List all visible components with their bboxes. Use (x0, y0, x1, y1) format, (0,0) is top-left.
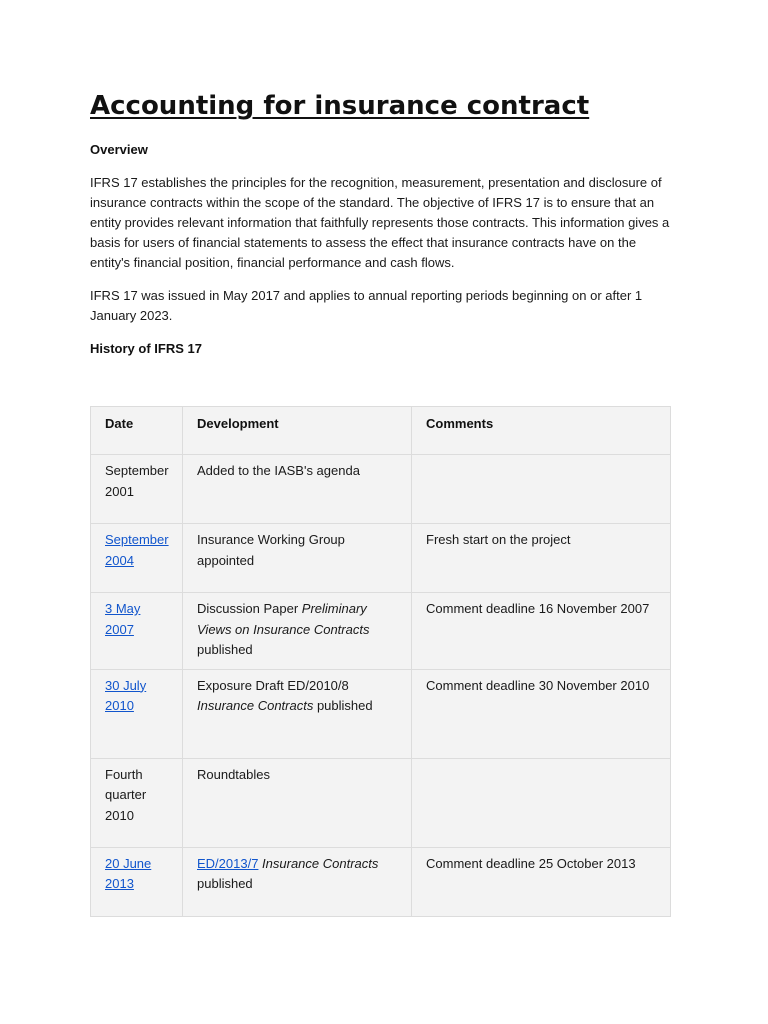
development-text: Discussion Paper (197, 601, 302, 616)
table-row (91, 524, 671, 593)
row-development (183, 593, 412, 670)
row-development (183, 669, 412, 758)
table-row (91, 669, 671, 758)
development-title-italic: Preliminary Views on Insurance Contracts (197, 601, 370, 637)
row-comments (412, 455, 671, 524)
table-row (91, 593, 671, 670)
document-title: Accounting for insurance contract (90, 91, 590, 121)
overview-paragraph-1: IFRS 17 establishes the principles for the recognition, measurement, presentation and disclosure of insurance contracts within the scope of the standard. The objective of IFRS 17 is to ensure that an entity provides relevant information that faithfully represents those contracts. This information gives a basis for users of financial statements to assess the effect that insurance contracts have on the entity's financial position, financial performance and cash flows. (90, 175, 670, 270)
table-row (91, 758, 671, 847)
row-comments: Fresh start on the project (412, 524, 671, 593)
development-text: published (197, 642, 253, 657)
development-title-italic: Insurance Contracts (197, 698, 314, 713)
table-row (91, 455, 671, 524)
row-date (91, 669, 183, 758)
row-comments: Comment deadline 16 November 2007 (412, 593, 671, 670)
row-development: Roundtables (183, 758, 412, 847)
header-date: Date (91, 407, 183, 455)
overview-heading: Overview (90, 142, 148, 157)
row-comments: Comment deadline 25 October 2013 (412, 847, 671, 916)
table-row (91, 847, 671, 916)
development-title-italic: Insurance Contracts (258, 855, 379, 871)
row-development: Added to the IASB's agenda (183, 455, 412, 524)
history-table (90, 406, 671, 917)
header-comments: Comments (412, 407, 671, 455)
row-comments: Comment deadline 30 November 2010 (412, 669, 671, 758)
history-heading: History of IFRS 17 (90, 341, 202, 356)
row-date (91, 524, 183, 593)
date-link-30-july-2010[interactable]: 30 July 2010 (105, 677, 147, 713)
development-text: published (197, 876, 253, 891)
row-comments (412, 758, 671, 847)
date-link-september-2004[interactable]: September 2004 (105, 532, 169, 568)
row-date (91, 847, 183, 916)
header-development: Development (183, 407, 412, 455)
overview-paragraph-2: IFRS 17 was issued in May 2017 and applies to annual reporting periods beginning on or after 1 January 2023. (90, 288, 643, 323)
date-link-20-june-2013[interactable]: 20 June 2013 (105, 855, 152, 891)
date-link-3-may-2007[interactable]: 3 May 2007 (105, 601, 141, 637)
development-text: Exposure Draft ED/2010/8 (197, 677, 349, 693)
development-text: published (313, 698, 373, 713)
row-date: Fourth quarter 2010 (91, 758, 183, 847)
row-date (91, 593, 183, 670)
row-development (183, 847, 412, 916)
row-development: Insurance Working Group appointed (183, 524, 412, 593)
row-date: September 2001 (91, 455, 183, 524)
table-header-row (91, 407, 671, 455)
ed-2013-7-link[interactable]: ED/2013/7 (197, 855, 259, 871)
